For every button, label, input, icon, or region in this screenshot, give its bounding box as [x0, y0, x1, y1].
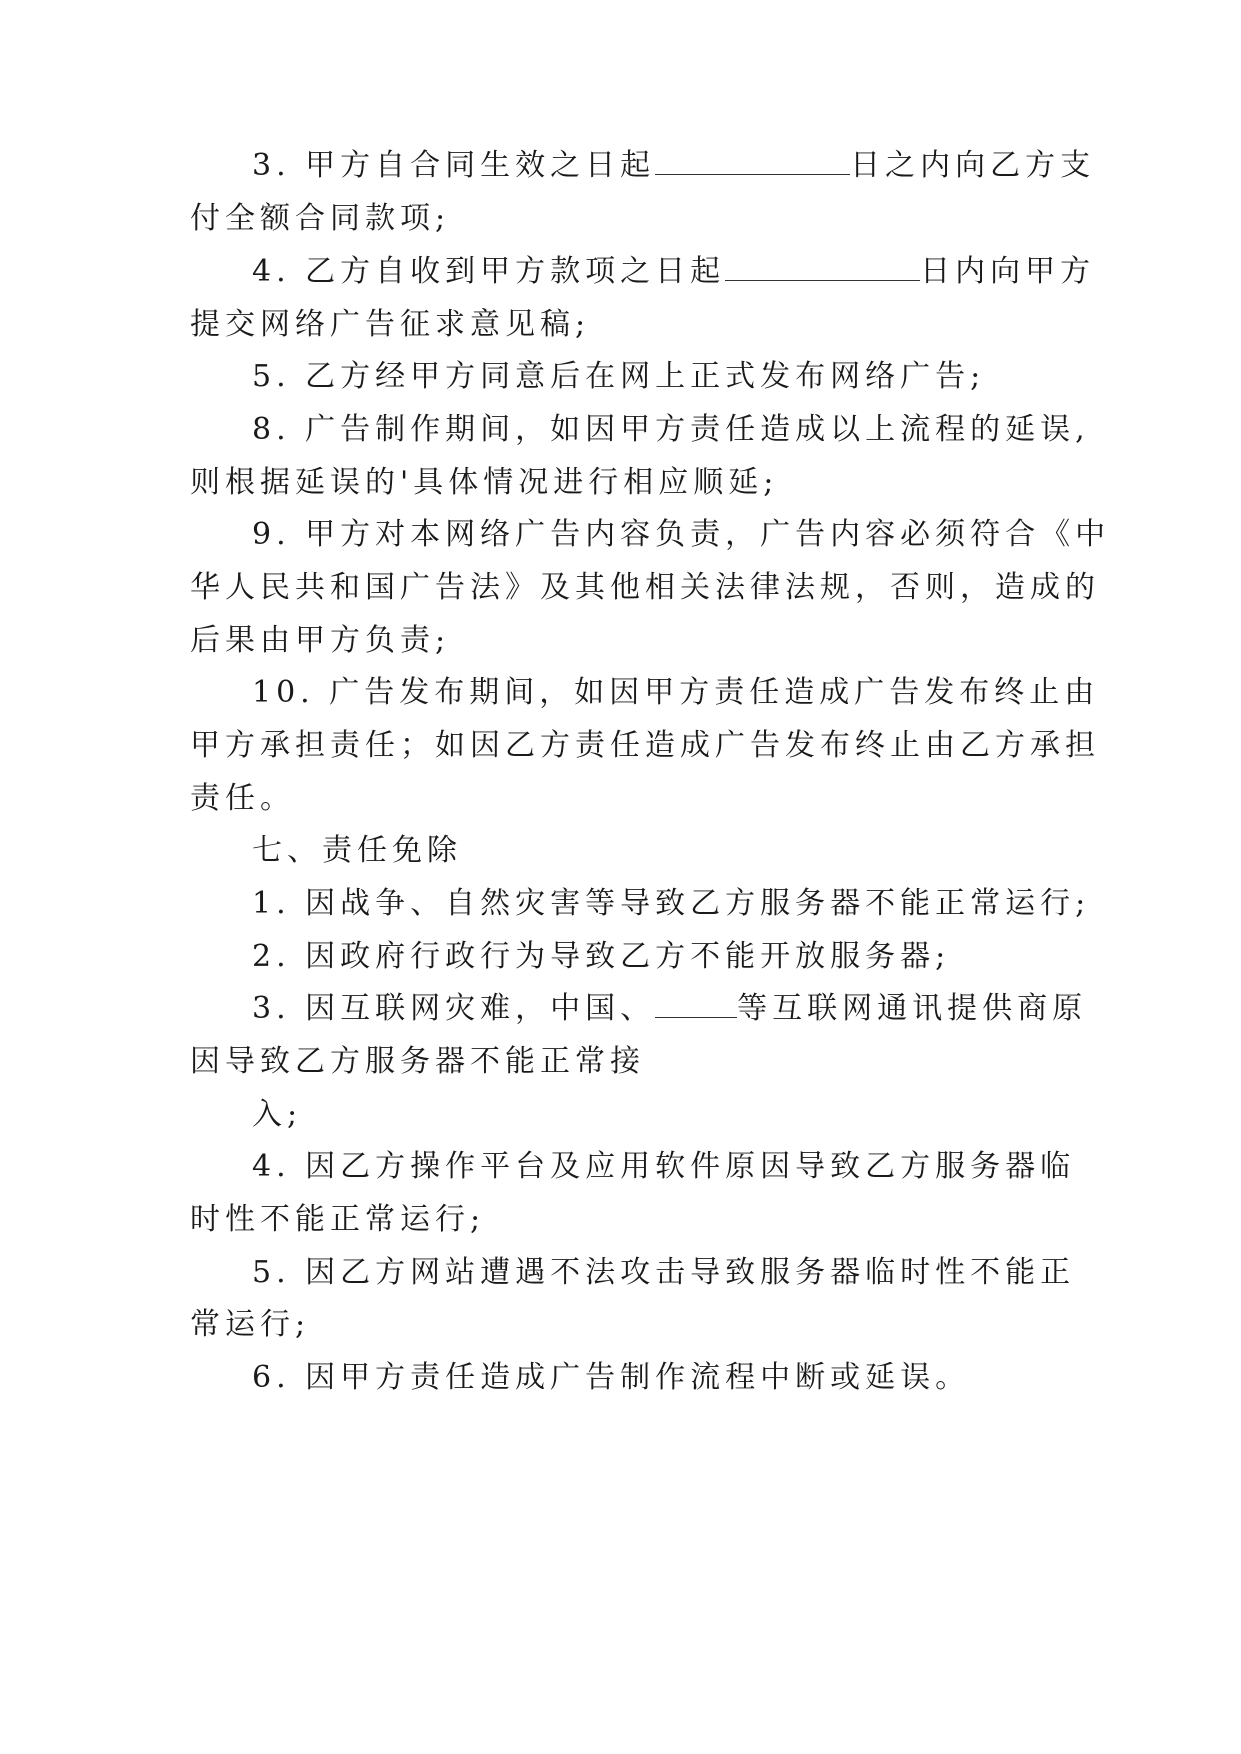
clause-9-line-3: 后果由甲方负责;	[190, 623, 451, 658]
clause-3-line-2: 付全额合同款项;	[190, 201, 451, 236]
clause-9-line-1: 9. 甲方对本网络广告内容负责，广告内容必须符合《中	[252, 517, 1111, 552]
exemption-3-line-3: 入;	[252, 1097, 303, 1132]
clause-8-line-2: 则根据延误的'具体情况进行相应顺延;	[190, 465, 779, 500]
exemption-1: 1. 因战争、自然灾害等导致乙方服务器不能正常运行;	[252, 886, 1091, 921]
section-7-heading: 七、责任免除	[252, 833, 462, 868]
clause-4-line-1	[252, 252, 1132, 292]
exemption-4-line-2: 时性不能正常运行;	[190, 1202, 486, 1237]
exemption-4-line-1: 4. 因乙方操作平台及应用软件原因导致乙方服务器临	[252, 1149, 1076, 1184]
exemption-3-text-a: 3. 因互联网灾难，中国、	[252, 991, 656, 1026]
exemption-3-line-1	[252, 989, 1132, 1029]
clause-9-line-2: 华人民共和国广告法》及其他相关法律法规，否则，造成的	[190, 570, 1100, 605]
clause-8-line-1: 8. 广告制作期间，如因甲方责任造成以上流程的延误,	[252, 412, 1090, 447]
clause-5: 5. 乙方经甲方同意后在网上正式发布网络广告;	[252, 359, 986, 394]
clause-3-text-b: 日之内向乙方支	[850, 148, 1096, 183]
days-blank-field	[655, 150, 850, 175]
clause-10-line-1: 10. 广告发布期间，如因甲方责任造成广告发布终止由	[252, 675, 1100, 710]
clause-3-text-a: 3. 甲方自合同生效之日起	[252, 148, 656, 183]
clause-3-line-1	[252, 146, 1132, 186]
clause-4-text-a: 4. 乙方自收到甲方款项之日起	[252, 254, 726, 289]
clause-4-line-2: 提交网络广告征求意见稿;	[190, 307, 591, 342]
clause-10-line-2: 甲方承担责任；如因乙方责任造成广告发布终止由乙方承担	[190, 728, 1100, 763]
exemption-5-line-1: 5. 因乙方网站遭遇不法攻击导致服务器临时性不能正	[252, 1255, 1076, 1290]
provider-blank-field	[655, 993, 737, 1018]
days-blank-field	[725, 256, 920, 281]
exemption-3-text-b: 等互联网通讯提供商原	[737, 991, 1088, 1026]
clause-4-text-b: 日内向甲方	[920, 254, 1096, 289]
exemption-3-line-2: 因导致乙方服务器不能正常接	[190, 1044, 645, 1079]
exemption-5-line-2: 常运行;	[190, 1307, 311, 1342]
exemption-6: 6. 因甲方责任造成广告制作流程中断或延误。	[252, 1360, 971, 1395]
clause-10-line-3: 责任。	[190, 781, 295, 816]
exemption-2: 2. 因政府行政行为导致乙方不能开放服务器;	[252, 939, 951, 974]
